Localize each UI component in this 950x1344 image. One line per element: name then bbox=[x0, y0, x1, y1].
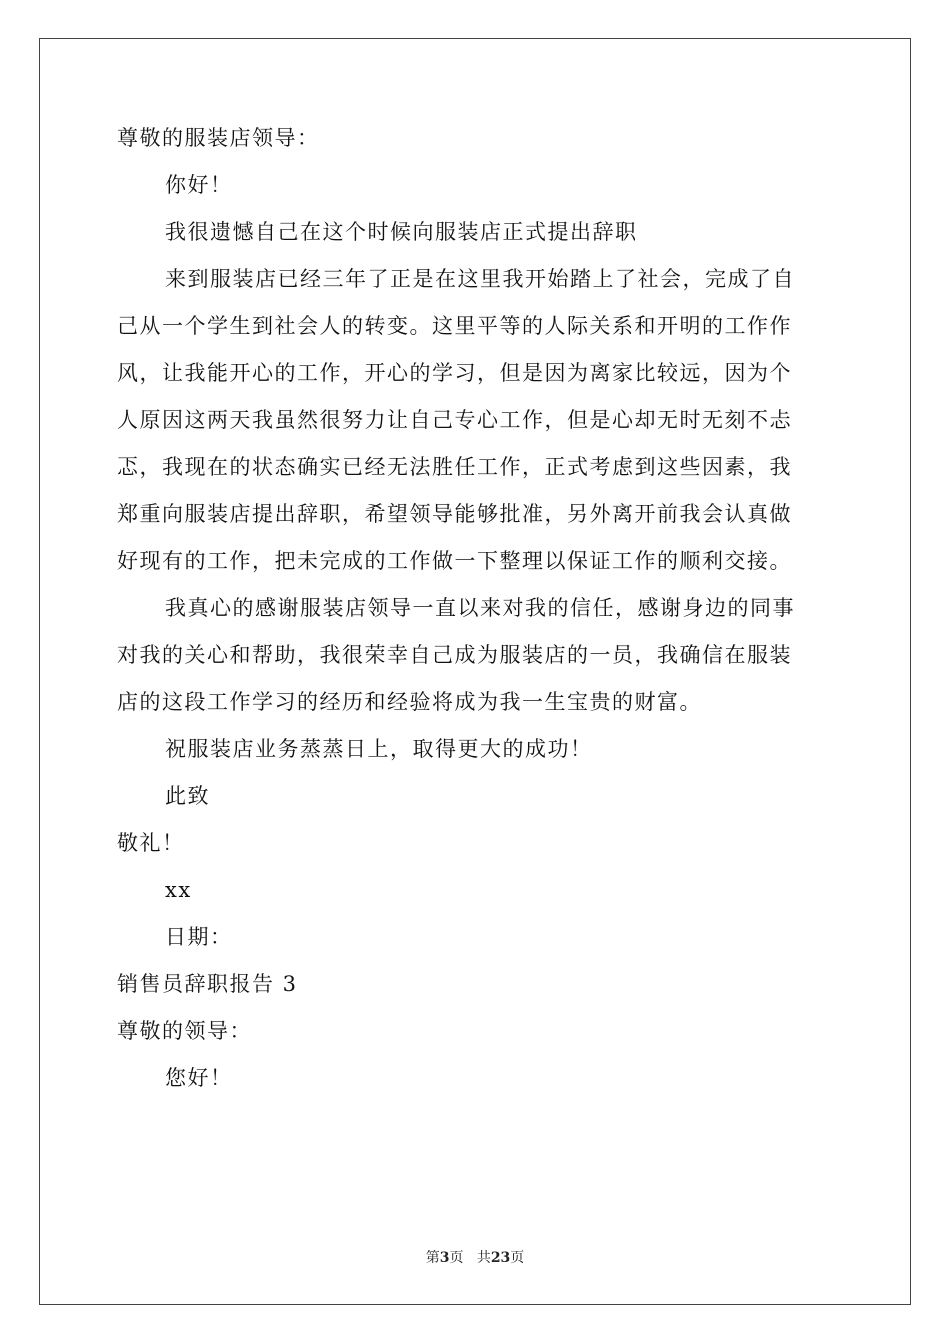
footer-total-pages: 23 bbox=[490, 1250, 511, 1266]
greeting-2: 您好！ bbox=[165, 1066, 233, 1090]
paragraph-line: 店的这段工作学习的经历和经验将成为我一生宝贵的财富。 bbox=[117, 690, 702, 714]
footer-page-number: 3 bbox=[439, 1250, 450, 1266]
footer-total-suffix: 页 bbox=[510, 1250, 525, 1266]
paragraph-line: 好现有的工作，把未完成的工作做一下整理以保证工作的顺利交接。 bbox=[117, 549, 792, 573]
footer-prefix: 第 bbox=[425, 1250, 440, 1266]
document-body bbox=[117, 121, 833, 1108]
salutation: 尊敬的服装店领导： bbox=[117, 126, 320, 150]
paragraph-line: 己从一个学生到社会人的转变。这里平等的人际关系和开明的工作作 bbox=[117, 314, 792, 338]
wish-line: 祝服装店业务蒸蒸日上，取得更大的成功！ bbox=[165, 737, 593, 761]
paragraph-line: 忑，我现在的状态确实已经无法胜任工作，正式考虑到这些因素，我 bbox=[117, 455, 792, 479]
section-title: 销售员辞职报告 3 bbox=[117, 972, 298, 996]
greeting: 你好！ bbox=[165, 173, 233, 197]
paragraph-line: 人原因这两天我虽然很努力让自己专心工作，但是心却无时无刻不忐 bbox=[117, 408, 792, 432]
paragraph-line: 我真心的感谢服装店领导一直以来对我的信任，感谢身边的同事 bbox=[165, 596, 795, 620]
footer-page-suffix: 页 bbox=[449, 1250, 464, 1266]
paragraph-line: 对我的关心和帮助，我很荣幸自己成为服装店的一员，我确信在服装 bbox=[117, 643, 792, 667]
date-label: 日期： bbox=[165, 925, 233, 949]
paragraph-1 bbox=[117, 262, 833, 578]
paragraph-line: 风，让我能开心的工作，开心的学习，但是因为离家比较远，因为个 bbox=[117, 361, 792, 385]
signature: xx bbox=[165, 878, 192, 902]
page-footer bbox=[0, 1247, 950, 1267]
paragraph-2 bbox=[117, 591, 833, 719]
paragraph-line: 郑重向服装店提出辞职，希望领导能够批准，另外离开前我会认真做 bbox=[117, 502, 792, 526]
salutation-2: 尊敬的领导： bbox=[117, 1019, 252, 1043]
paragraph-line: 来到服装店已经三年了正是在这里我开始踏上了社会，完成了自 bbox=[165, 267, 795, 291]
closing-jingli: 敬礼！ bbox=[117, 831, 185, 855]
footer-total-prefix: 共 bbox=[476, 1250, 491, 1266]
intro-line: 我很遗憾自己在这个时候向服装店正式提出辞职 bbox=[165, 220, 638, 244]
closing-cizhi: 此致 bbox=[165, 784, 210, 808]
